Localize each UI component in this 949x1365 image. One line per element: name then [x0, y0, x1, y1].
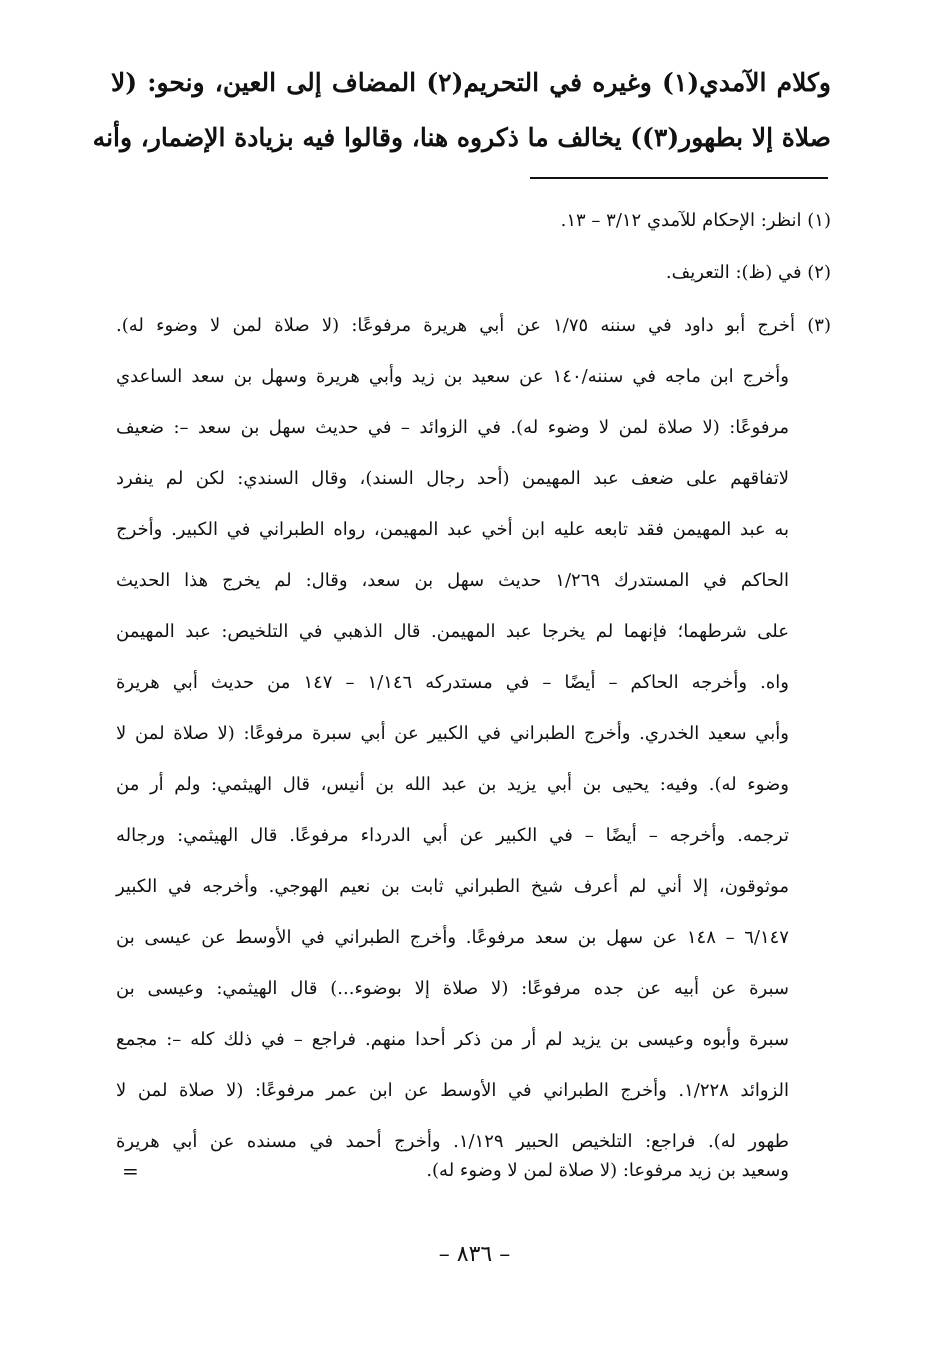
- footnote-3-line: به عبد المهيمن فقد تابعه عليه ابن أخي عبد المهيمن، رواه الطبراني في الكبير. وأخرج: [116, 519, 789, 540]
- continuation-mark: =: [122, 1159, 139, 1183]
- main-text-line-1: وكلام الآمدي(١) وغيره في التحريم(٢) المضاف إلى العين، ونحو: (لا: [111, 68, 831, 97]
- footnote-3-line: على شرطهما؛ فإنهما لم يخرجا عبد المهيمن. قال الذهبي في التلخيص: عبد المهيمن: [116, 621, 789, 642]
- footnote-3-line: واه. وأخرجه الحاكم – أيضًا – في مستدركه ١/١٤٦ – ١٤٧ من حديث أبي هريرة: [116, 672, 789, 693]
- footnote-3-line: ترجمه. وأخرجه – أيضًا – في الكبير عن أبي الدرداء مرفوعًا. قال الهيثمي: ورجاله: [116, 825, 789, 846]
- footnote-3-line: لاتفاقهم على ضعف عبد المهيمن (أحد رجال السند)، وقال السندي: لكن لم ينفرد: [116, 468, 789, 489]
- footnote-3: (٣) أخرج أبو داود في سننه ١/٧٥ عن أبي هريرة مرفوعًا: (لا صلاة لمن لا وضوء له).: [116, 315, 831, 336]
- footnote-3-line: سبرة عن أبيه عن جده مرفوعًا: (لا صلاة إلا بوضوء...) قال الهيثمي: وعيسى بن: [116, 978, 789, 999]
- footnote-2: (٢) في (ظ): التعريف.: [665, 262, 831, 283]
- footnote-3-line: الزوائد ١/٢٢٨. وأخرج الطبراني في الأوسط عن ابن عمر مرفوعًا: (لا صلاة لمن لا: [116, 1080, 789, 1101]
- footnote-3-line: وأخرج ابن ماجه في سننه/١٤٠ عن سعيد بن زيد وأبي هريرة وسهل بن سعد الساعدي: [116, 366, 789, 387]
- footnote-3-line: وضوء له). وفيه: يحيى بن أبي يزيد بن عبد الله بن أنيس، قال الهيثمي: ولم أر من: [116, 774, 789, 795]
- footnote-3-line: موثوقون، إلا أني لم أعرف شيخ الطبراني ثابت بن نعيم الهوجي. وأخرجه في الكبير: [116, 876, 789, 897]
- footnote-separator: [530, 177, 828, 179]
- footnote-3-line: وسعيد بن زيد مرفوعا: (لا صلاة لمن لا وضوء له).: [426, 1160, 789, 1181]
- footnote-3-line: وأبي سعيد الخدري. وأخرج الطبراني في الكبير عن أبي سبرة مرفوعًا: (لا صلاة لمن لا: [116, 723, 789, 744]
- footnote-3-line: الحاكم في المستدرك ١/٢٦٩ حديث سهل بن سعد، وقال: لم يخرج هذا الحديث: [116, 570, 789, 591]
- main-text-line-2: صلاة إلا بطهور(٣)) يخالف ما ذكروه هنا، وقالوا فيه بزيادة الإضمار، وأنه: [92, 123, 831, 152]
- footnote-3-line: سبرة وأبوه وعيسى بن يزيد لم أر من ذكر أحدا منهم. فراجع – في ذلك كله –: مجمع: [116, 1029, 789, 1050]
- page-number: – ٨٣٦ –: [438, 1242, 511, 1267]
- footnote-3-line: مرفوعًا: (لا صلاة لمن لا وضوء له). في الزوائد – في حديث سهل بن سعد –: ضعيف: [116, 417, 789, 438]
- footnote-3-line: ٦/١٤٧ – ١٤٨ عن سهل بن سعد مرفوعًا. وأخرج الطبراني في الأوسط عن عيسى بن: [116, 927, 789, 948]
- footnote-1: (١) انظر: الإحكام للآمدي ٣/١٢ – ١٣.: [560, 210, 831, 231]
- footnote-3-line: طهور له). فراجع: التلخيص الحبير ١/١٢٩. وأخرج أحمد في مسنده عن أبي هريرة: [116, 1131, 789, 1152]
